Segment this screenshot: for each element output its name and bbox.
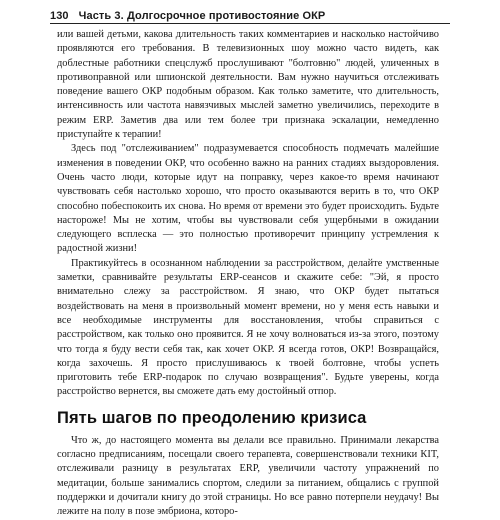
paragraph-continued: или вашей детьми, какова длительность таких комментариев и насколько настойчиво проявляются его требования. В телевизионных шоу можно часто видеть, как доблестные работники спецслужб прослушивают "болтовню" людей, уличенных в противоправной или шпионской деятельности. Вам нужно научиться отслеживать поведение вашего ОКР подобным образом. Как только заметите, что длительность, интенсивность или частота навязчивых мыслей заметно увеличились, переходите в режим ERP. Заметив два или тем более три признака эскалации, немедленно приступайте к терапии! <box>57 29 439 141</box>
header-rule <box>50 23 450 24</box>
page-number: 130 <box>50 10 69 22</box>
section-heading: Пять шагов по преодолению кризиса <box>57 408 367 427</box>
paragraph-practice: Практикуйтесь в осознанном наблюдении за расстройством, делайте умственные заметки, сравнивайте результаты ERP-сеансов и скажите себе: "Эй, я просто внимательно слежу за расстройством. Я знаю, что ОКР будет пытаться воздействовать на меня в произвольный момент времени, но у меня есть навыки и все необходимые инструменты для восстановления, чтобы справиться с расстройством, как только оно проявится. Я не хочу волноваться из-за этого, поэтому что тогда я буду вести себя так, как хочет ОКР. Я всегда готов, ОКР! Возвращайся, когда захочешь. Я просто прислушиваюсь к твоей болтовне, чтобы успеть приготовить тебе ERP-подарок по случаю возвращения". Будьте уверены, когда расстройство вернется, вы сможете дать ему достойный отпор. <box>57 257 439 398</box>
chapter-title: Часть 3. Долгосрочное противостояние ОКР <box>78 10 326 22</box>
running-header <box>50 4 450 22</box>
paragraph-crisis-intro: Что ж, до настоящего момента вы делали все правильно. Принимали лекарства согласно предписаниям, посещали своего терапевта, совершенствовали техники КIT, отслеживали разницу в результатах ERP, увеличили частоту упражнений по медитации, больше занимались спортом, следили за питанием, общались с группой поддержки и дочитали книгу до этой страницы. Но все равно потерпели неудачу! Вы лежите на полу в позе эмбриона, которо- <box>57 434 439 518</box>
page-body <box>57 28 439 520</box>
paragraph-monitoring: Здесь под "отслеживанием" подразумевается способность подмечать малейшие изменения в поведении ОКР, что особенно важно на ранних стадиях выздоровления. Очень часто люди, которые идут на поправку, через какое-то время начинают чувствовать себя настолько хорошо, что просто оказываются верить в то, что ОКР способно побеспокоить их снова. Но время от времени это будет происходить. Будьте настороже! Мы не хотим, чтобы вы чувствовали себя ущербными в ожидании следующего всплеска — это полностью противоречит принципу устремления к радостной жизни! <box>57 143 439 255</box>
